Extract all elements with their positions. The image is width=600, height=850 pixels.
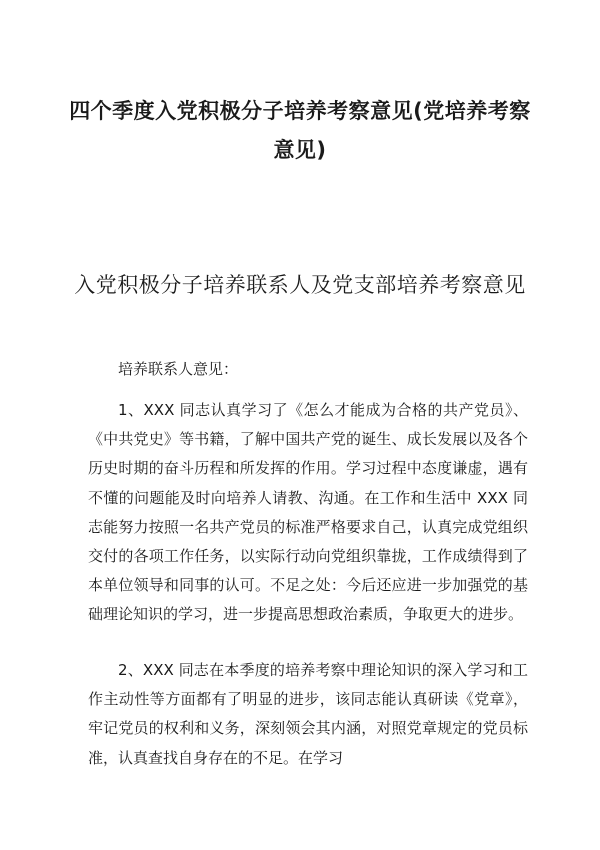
paragraph-1: 1、XXX 同志认真学习了《怎么才能成为合格的共产党员》、《中共党史》等书籍，了解中国共产党的诞生、成长发展以及各个历史时期的奋斗历程和所发挥的作用。学习过程中态度谦虚，遇有不懂的问题能及时向培养人请教、沟通。在工作和生活中 XXX 同志能努力按照一名共产党员的标准严格要求自己，认真完成党组织交付的各项工作任务，以实际行动向党组织靠拢，工作成绩得到了本单位领导和同事的认可。不足之处：今后还应进一步加强党的基础理论知识的学习，进一步提高思想政治素质，争取更大的进步。 [88, 401, 528, 624]
document-title: 四个季度入党积极分子培养考察意见(党培养考察意见) [69, 99, 531, 162]
section-label: 培养联系人意见： [118, 360, 239, 378]
section-heading: 入党积极分子培养联系人及党支部培养考察意见 [74, 273, 526, 297]
paragraph-2: 2、XXX 同志在本季度的培养考察中理论知识的深入学习和工作主动性等方面都有了明显的进步，该同志能认真研读《党章》，牢记党员的权利和义务，深刻领会其内涵，对照党章规定的党员标准，认真查找自身存在的不足。在学习 [88, 661, 528, 767]
